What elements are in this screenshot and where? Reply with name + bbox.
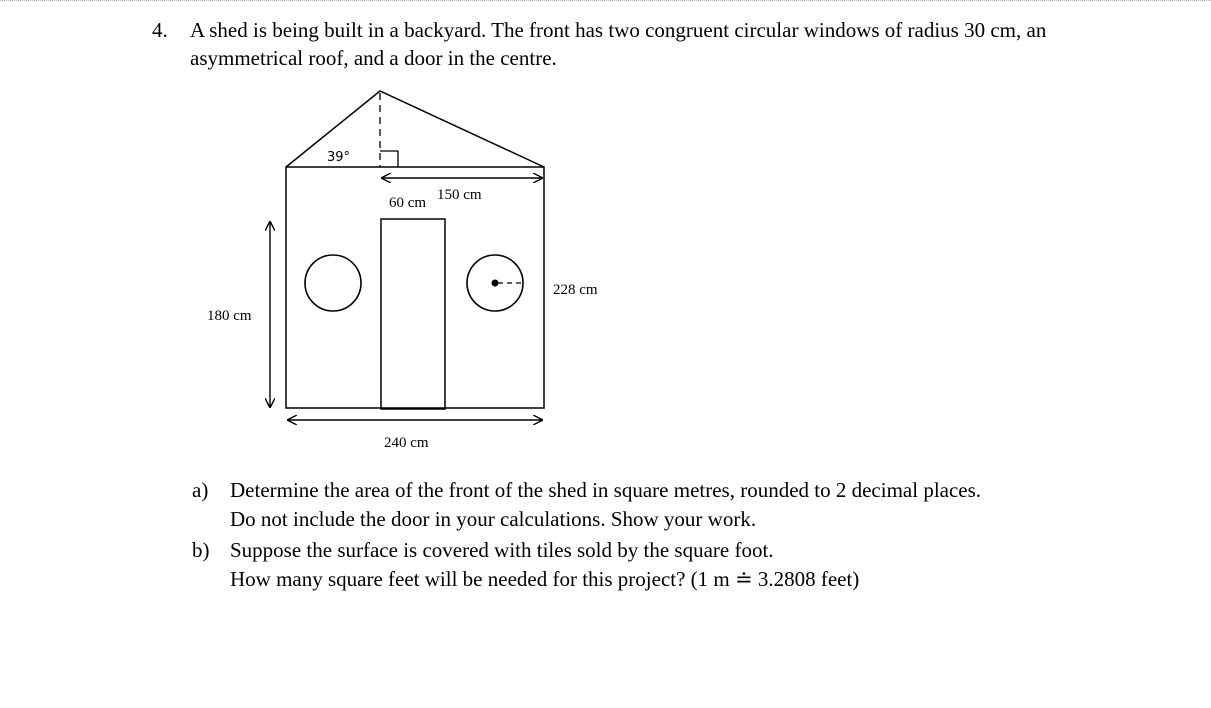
right-angle-marker xyxy=(380,151,398,167)
part-b-letter: b) xyxy=(192,538,210,562)
part-b-line-1: Suppose the surface is covered with tiles sold by the square foot. xyxy=(230,538,774,562)
left-height-label: 180 cm xyxy=(207,308,252,324)
right-height-label: 228 cm xyxy=(553,282,598,298)
top-width-label: 150 cm xyxy=(437,187,482,203)
part-b-line-2: How many square feet will be needed for this project? (1 m ≐ 3.2808 feet) xyxy=(230,567,860,591)
part-a-line-2: Do not include the door in your calculations. Show your work. xyxy=(230,507,757,531)
part-a-line-1: Determine the area of the front of the shed in square metres, rounded to 2 decimal places. xyxy=(230,478,982,502)
window-centre-dot xyxy=(492,280,499,287)
base-width-label: 240 cm xyxy=(384,435,429,451)
part-a-letter: a) xyxy=(192,478,209,502)
question-line-1: A shed is being built in a backyard. The front has two congruent circular windows of radius 30 cm, an xyxy=(190,18,1047,42)
roof-outline xyxy=(286,91,544,167)
angle-label: 39° xyxy=(327,150,351,165)
left-window xyxy=(305,255,361,311)
door xyxy=(381,219,445,409)
question-number: 4. xyxy=(152,18,168,42)
question-line-2: asymmetrical roof, and a door in the centre. xyxy=(190,46,557,70)
door-width-label: 60 cm xyxy=(389,195,427,211)
